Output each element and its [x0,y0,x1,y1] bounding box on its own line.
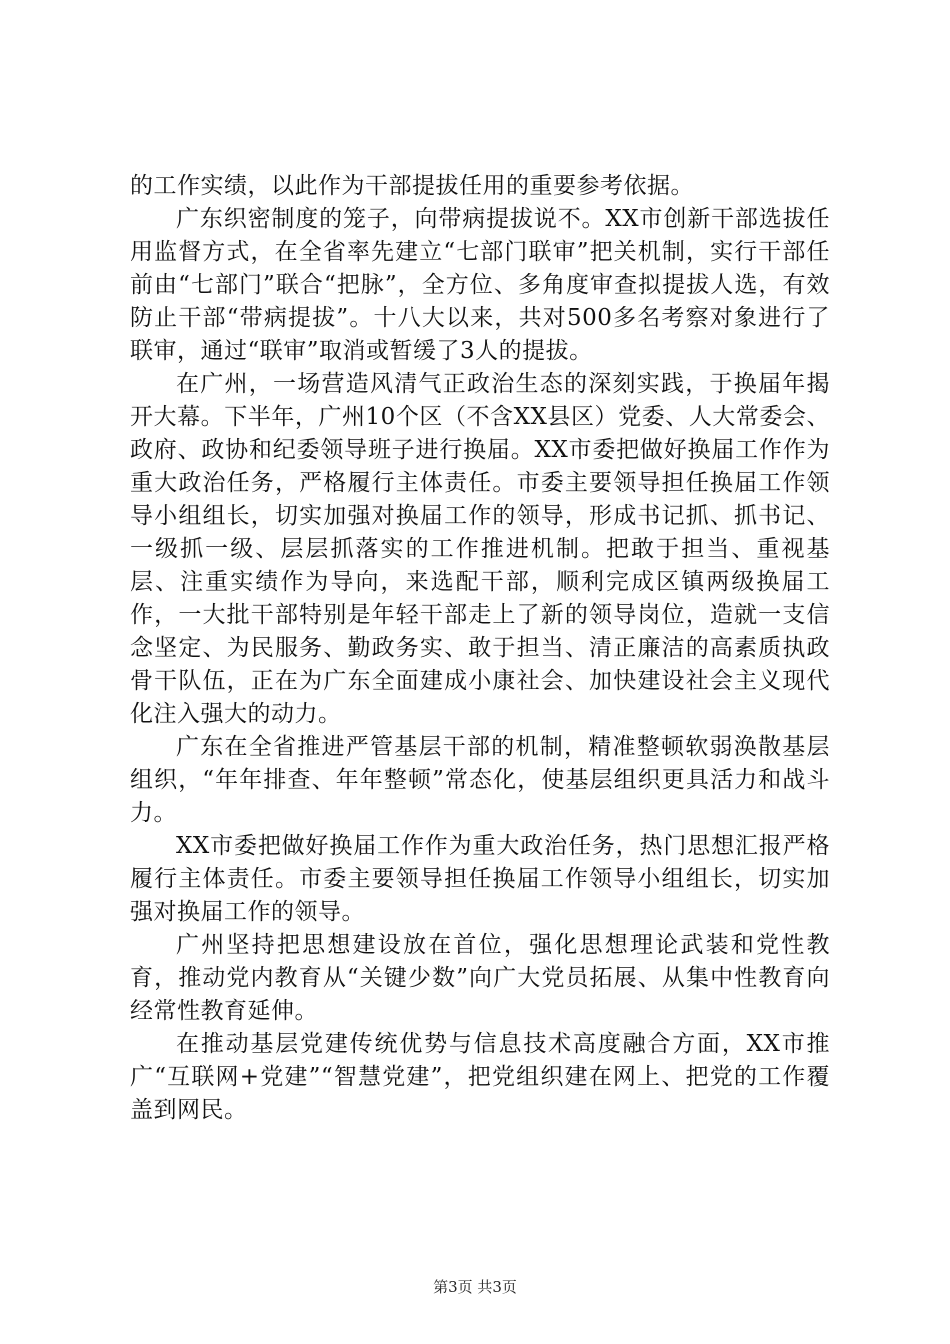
page-footer [0,1276,950,1297]
paragraph-continuation: 的工作实绩，以此作为干部提拔任用的重要参考依据。 [130,173,694,199]
page-number: 第3页 共3页 [433,1278,517,1296]
paragraph: 广州坚持把思想建设放在首位，强化思想理论武装和党性教育，推动党内教育从“关键少数”向广大党员拓展、从集中性教育向经常性教育延伸。 [130,932,830,1024]
paragraph: 在广州，一场营造风清气正政治生态的深刻实践，于换届年揭开大幕。下半年，广州10个区（不含XX县区）党委、人大常委会、政府、政协和纪委领导班子进行换届。XX市委把做好换届工作作为重大政治任务，严格履行主体责任。市委主要领导担任换届工作领导小组组长，切实加强对换届工作的领导，形成书记抓、抓书记、一级抓一级、层层抓落实的工作推进机制。把敢于担当、重视基层、注重实绩作为导向，来选配干部，顺利完成区镇两级换届工作，一大批干部特别是年轻干部走上了新的领导岗位，造就一支信念坚定、为民服务、勤政务实、敢于担当、清正廉洁的高素质执政骨干队伍，正在为广东全面建成小康社会、加快建设社会主义现代化注入强大的动力。 [130,371,830,727]
paragraph: XX市委把做好换届工作作为重大政治任务，热门思想汇报严格履行主体责任。市委主要领导担任换届工作领导小组组长，切实加强对换届工作的领导。 [130,833,830,925]
paragraph: 广东在全省推进严管基层干部的机制，精准整顿软弱涣散基层组织，“年年排查、年年整顿”常态化，使基层组织更具活力和战斗力。 [130,734,830,826]
paragraph: 在推动基层党建传统优势与信息技术高度融合方面，XX市推广“互联网+党建”“智慧党建”，把党组织建在网上、把党的工作覆盖到网民。 [130,1031,830,1123]
document-body [130,170,830,1127]
paragraph: 广东织密制度的笼子，向带病提拔说不。XX市创新干部选拔任用监督方式，在全省率先建立“七部门联审”把关机制，实行干部任前由“七部门”联合“把脉”，全方位、多角度审查拟提拔人选，有效防止干部“带病提拔”。十八大以来，共对500多名考察对象进行了联审，通过“联审”取消或暂缓了3人的提拔。 [130,206,830,364]
